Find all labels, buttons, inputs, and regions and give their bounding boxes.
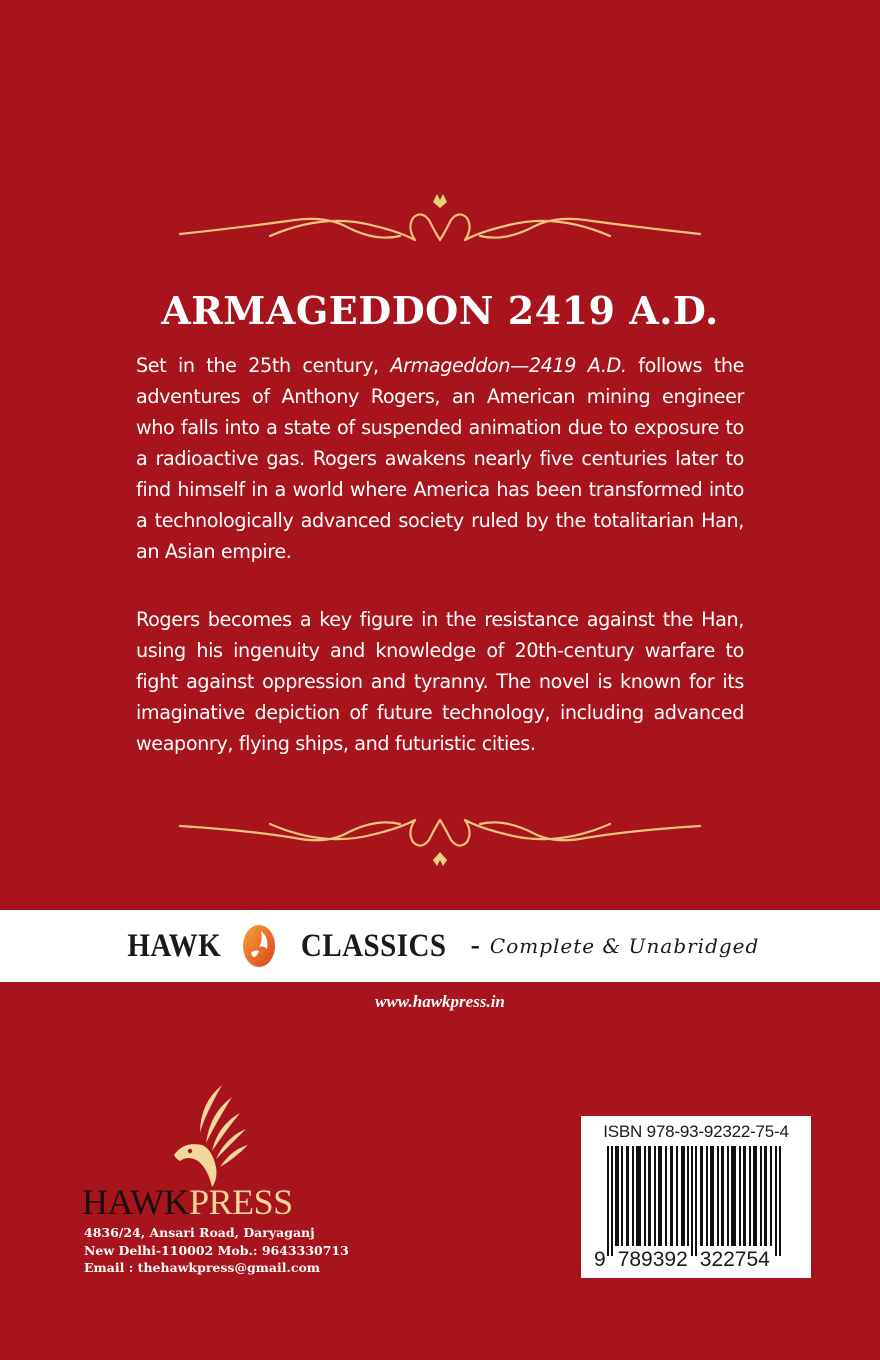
publisher-website: www.hawkpress.in (375, 992, 505, 1011)
barcode-bars-icon (593, 1146, 793, 1256)
isbn-digits (593, 1248, 803, 1272)
series-dash: - (470, 930, 480, 961)
address-line-1: 4836/24, Ansari Road, Daryaganj (84, 1225, 315, 1240)
book-title: ARMAGEDDON 2419 A.D. (161, 288, 719, 333)
logo-press-text: PRESS (189, 1182, 293, 1222)
series-tagline: Complete & Unabridged (489, 934, 760, 958)
address-line-3: Email : thehawkpress@gmail.com (84, 1260, 321, 1275)
hawk-bird-logo-icon (160, 1083, 270, 1189)
series-band (0, 910, 880, 982)
isbn-label: ISBN 978-93-92322-75-4 (603, 1122, 789, 1141)
publisher-logo-wordmark (82, 1182, 293, 1222)
isbn-digit-first: 9 (594, 1248, 606, 1271)
isbn-digits-group-1: 789392 (617, 1248, 688, 1271)
blurb-p1-suffix: follows the adventures of Anthony Rogers, an American mining engineer who falls into a state of suspended animation due to exposure to a radioactive gas. Rogers awakens nearly five centuries later to find himself in a world where America has been transformed into a technologically advanced society ruled by the totalitarian Han, an Asian empire. (136, 354, 744, 563)
logo-hawk-text: HAWK (82, 1182, 190, 1222)
isbn-barcode (581, 1116, 811, 1278)
top-ornament-flourish-icon (175, 192, 705, 252)
blurb-paragraph-2: Rogers becomes a key figure in the resistance against the Han, using his ingenuity and knowledge of 20th-century warfare to fight against oppression and tyranny. The novel is known for its imaginative depiction of future technology, including advanced weaponry, flying ships, and futuristic cities. (136, 608, 744, 755)
isbn-digits-group-2: 322754 (699, 1248, 770, 1271)
blurb-p1-prefix: Set in the 25th century, (136, 354, 391, 377)
series-classics-label: CLASSICS (301, 927, 447, 964)
publisher-address (84, 1224, 349, 1277)
address-line-2: New Delhi-110002 Mob.: 9643330713 (84, 1242, 349, 1258)
series-hawk-label: HAWK (127, 927, 221, 964)
blurb-p1-italic-title: Armageddon—2419 A.D. (390, 354, 627, 377)
blurb-paragraph-1 (136, 350, 744, 567)
hawk-emblem-icon (241, 923, 277, 969)
bottom-ornament-flourish-icon (175, 808, 705, 868)
